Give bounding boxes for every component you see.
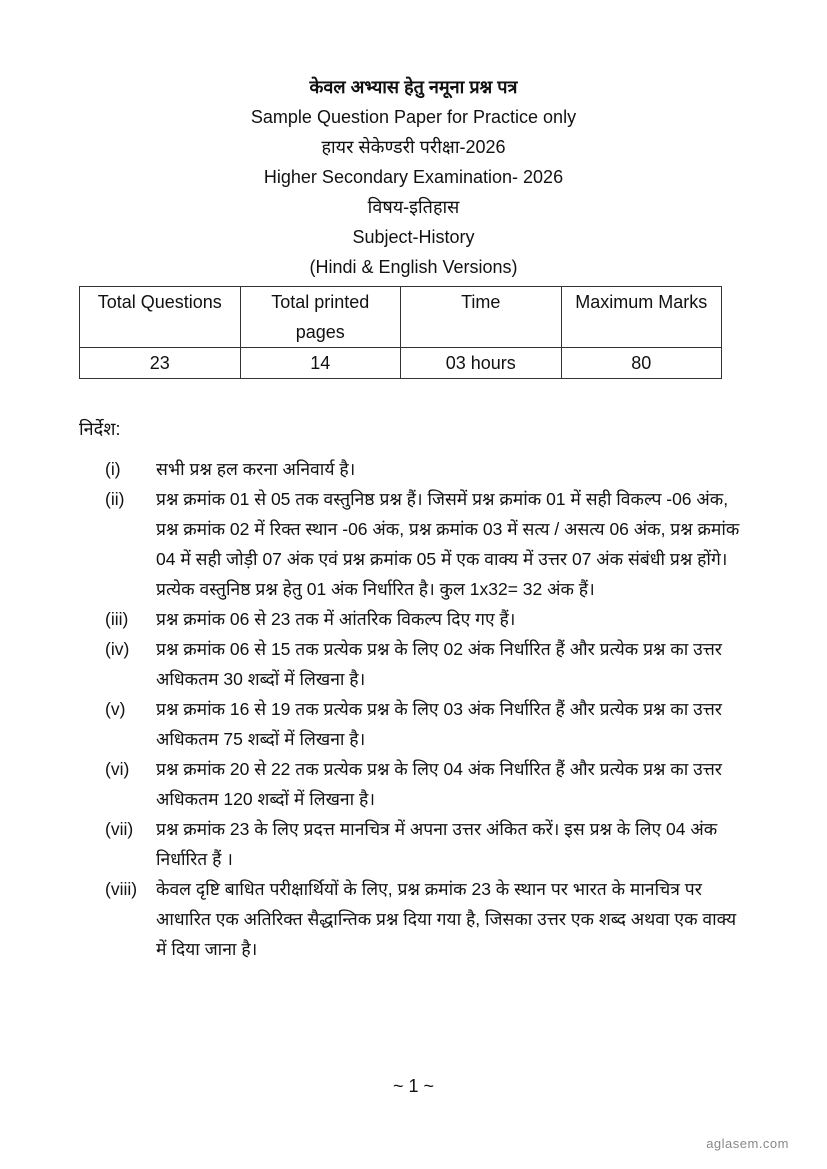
- instruction-text: केवल दृष्टि बाधित परीक्षार्थियों के लिए, प्रश्न क्रमांक 23 के स्थान पर भारत के मानचित्र पर आधारित एक अतिरिक्त सैद्धान्तिक प्रश्न दिया गया है, जिसका उत्तर एक शब्द अथवा एक वाक्य में दिया जाना है।: [156, 879, 737, 959]
- instruction-number: (iii): [105, 609, 129, 629]
- english-title: Sample Question Paper for Practice only: [250, 107, 577, 127]
- instruction-item: [79, 814, 751, 874]
- header-max-marks: Maximum Marks: [561, 287, 722, 348]
- instruction-item: [79, 694, 751, 754]
- instruction-text: प्रश्न क्रमांक 06 से 15 तक प्रत्येक प्रश्न के लिए 02 अंक निर्धारित हैं और प्रत्येक प्रश्न का उत्तर अधिकतम 30 शब्दों में लिखना है।: [156, 639, 722, 689]
- exam-info-table: [79, 286, 722, 379]
- instruction-item: [79, 484, 751, 604]
- instruction-text: प्रश्न क्रमांक 16 से 19 तक प्रत्येक प्रश्न के लिए 03 अंक निर्धारित हैं और प्रत्येक प्रश्न का उत्तर अधिकतम 75 शब्दों में लिखना है।: [156, 699, 722, 749]
- value-time: 03 hours: [401, 348, 562, 379]
- instruction-text: सभी प्रश्न हल करना अनिवार्य है।: [156, 459, 356, 479]
- paper-header: [0, 72, 827, 282]
- instruction-item: [79, 874, 751, 964]
- subject-english: Subject-History: [352, 227, 475, 247]
- header-time: Time: [401, 287, 562, 348]
- instruction-number: (vii): [105, 819, 134, 839]
- instruction-text: प्रश्न क्रमांक 23 के लिए प्रदत्त मानचित्र में अपना उत्तर अंकित करें। इस प्रश्न के लिए 04 अंक निर्धारित हैं ।: [156, 819, 718, 869]
- instruction-number: (viii): [105, 879, 138, 899]
- instruction-number: (i): [105, 459, 121, 479]
- page-number: ~ 1 ~: [392, 1076, 435, 1096]
- instruction-text: प्रश्न क्रमांक 01 से 05 तक वस्तुनिष्ठ प्रश्न हैं। जिसमें प्रश्न क्रमांक 01 में सही विकल्प -06 अंक, प्रश्न क्रमांक 02 में रिक्त स्थान -06 अंक, प्रश्न क्रमांक 03 में सत्य / असत्य 06 अंक, प्रश्न क्रमांक 04 में सही जोड़ी 07 अंक एवं प्रश्न क्रमांक 05 में एक वाक्य में उत्तर 07 अंक संबंधी प्रश्न होंगे। प्रत्येक वस्तुनिष्ठ प्रश्न हेतु 01 अंक निर्धारित है। कुल 1x32= 32 अंक हैं।: [156, 489, 740, 599]
- watermark: aglasem.com: [706, 1136, 789, 1151]
- instruction-number: (v): [105, 699, 126, 719]
- instruction-text: प्रश्न क्रमांक 20 से 22 तक प्रत्येक प्रश्न के लिए 04 अंक निर्धारित हैं और प्रत्येक प्रश्न का उत्तर अधिकतम 120 शब्दों में लिखना है।: [156, 759, 722, 809]
- instructions-list: [79, 454, 751, 964]
- exam-hindi: हायर सेकेण्डरी परीक्षा-2026: [321, 137, 506, 157]
- table-value-row: [80, 348, 722, 379]
- table-header-row: [80, 287, 722, 348]
- instruction-item: [79, 454, 751, 484]
- instruction-item: [79, 754, 751, 814]
- exam-english: Higher Secondary Examination- 2026: [263, 167, 564, 187]
- value-total-questions: 23: [80, 348, 241, 379]
- instruction-item: [79, 634, 751, 694]
- instruction-item: [79, 604, 751, 634]
- hindi-title: केवल अभ्यास हेतु नमूना प्रश्न पत्र: [309, 77, 518, 97]
- subject-hindi: विषय-इतिहास: [367, 197, 460, 217]
- instructions-title: निर्देश:: [79, 419, 121, 439]
- instruction-number: (vi): [105, 759, 130, 779]
- value-max-marks: 80: [561, 348, 722, 379]
- instruction-text: प्रश्न क्रमांक 06 से 23 तक में आंतरिक विकल्प दिए गए हैं।: [156, 609, 516, 629]
- header-total-pages: Total printed pages: [240, 287, 401, 348]
- instruction-number: (iv): [105, 639, 130, 659]
- versions-note: (Hindi & English Versions): [309, 257, 518, 277]
- instruction-number: (ii): [105, 489, 125, 509]
- value-total-pages: 14: [240, 348, 401, 379]
- header-total-questions: Total Questions: [80, 287, 241, 348]
